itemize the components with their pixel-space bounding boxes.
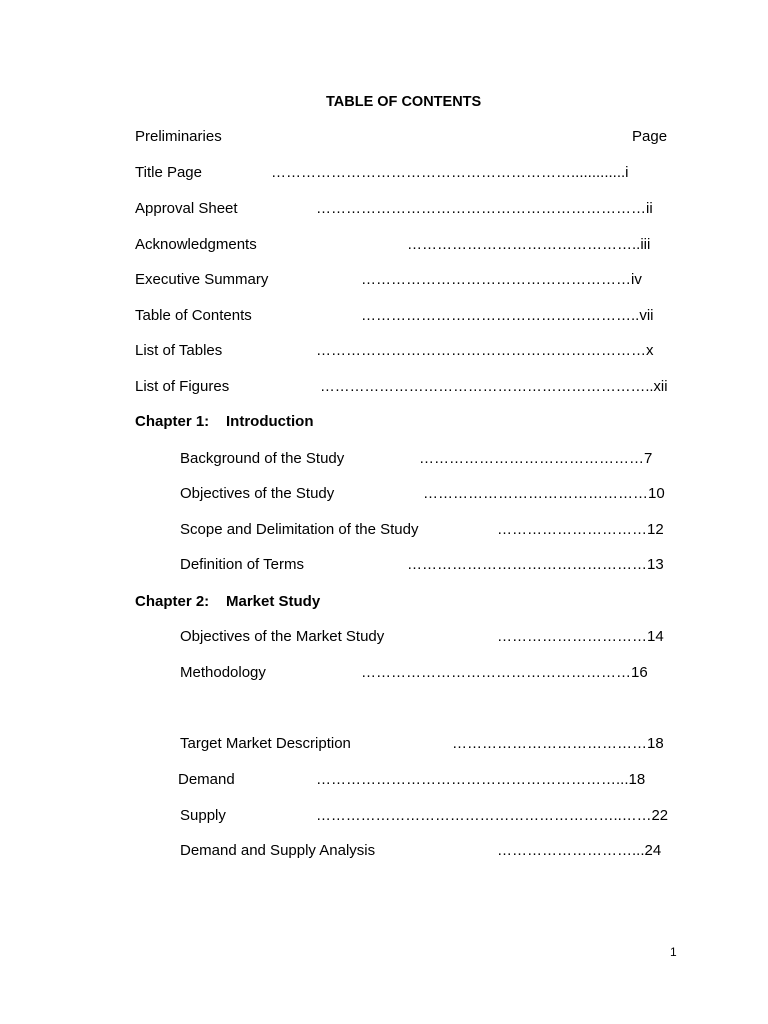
toc-entry-label: List of Figures <box>135 378 230 395</box>
page-column-heading: Page <box>632 128 668 145</box>
toc-entry-label: Background of the Study <box>180 450 345 467</box>
toc-entry-label: Target Market Description <box>180 735 351 752</box>
chapter-number: Chapter 1: <box>135 413 210 430</box>
chapter-title: Market Study <box>226 593 321 610</box>
toc-entry-label: Approval Sheet <box>135 200 238 217</box>
toc-entry-label: Methodology <box>180 664 266 681</box>
toc-entry-leader: …………………………14 <box>497 628 664 645</box>
toc-entry-label: Table of Contents <box>135 307 252 324</box>
page-title: TABLE OF CONTENTS <box>326 94 482 110</box>
toc-entry-leader: …………………………………………………………..xii <box>320 378 668 395</box>
toc-entry-label: Demand and Supply Analysis <box>180 842 376 859</box>
toc-entry-label: List of Tables <box>135 342 223 359</box>
toc-entry-leader: …………………………………18 <box>452 735 664 752</box>
toc-entry-label: Demand <box>178 771 235 788</box>
toc-entry-leader: ………………………………………..iii <box>407 236 651 253</box>
toc-entry-label: Objectives of the Study <box>180 485 335 502</box>
toc-entry-leader: …………………………………………………….............i <box>271 164 629 181</box>
toc-entry-leader: ………………………………………10 <box>423 485 665 502</box>
toc-entry-leader: …………………………12 <box>497 521 664 538</box>
toc-entry-label: Objectives of the Market Study <box>180 628 385 645</box>
toc-entry-leader: ………………………………………………..vii <box>361 307 654 324</box>
chapter-number: Chapter 2: <box>135 593 210 610</box>
toc-entry-leader: ………………………...24 <box>497 842 662 859</box>
toc-entry-leader: …………………………………………………………x <box>316 342 654 359</box>
preliminaries-heading: Preliminaries <box>135 128 222 145</box>
toc-entry-label: Executive Summary <box>135 271 269 288</box>
toc-entry-leader: …………………………………………13 <box>407 556 664 573</box>
toc-entry-label: Title Page <box>135 164 202 181</box>
toc-entry-label: Acknowledgments <box>135 236 257 253</box>
toc-entry-leader: …………………………………………………………ii <box>316 200 653 217</box>
toc-entry-label: Supply <box>180 807 226 824</box>
chapter-title: Introduction <box>226 413 314 430</box>
toc-entry-leader: ………………………………………7 <box>419 450 653 467</box>
toc-entry-label: Scope and Delimitation of the Study <box>180 521 419 538</box>
toc-entry-leader: ……………………………………………………...18 <box>316 771 646 788</box>
toc-entry-leader: ………………………………………………iv <box>361 271 642 288</box>
toc-entry-leader: ………………………………………………16 <box>361 664 648 681</box>
page-number: 1 <box>670 945 677 959</box>
toc-entry-leader: ……………………………………………………..……22 <box>316 807 669 824</box>
toc-entry-label: Definition of Terms <box>180 556 304 573</box>
